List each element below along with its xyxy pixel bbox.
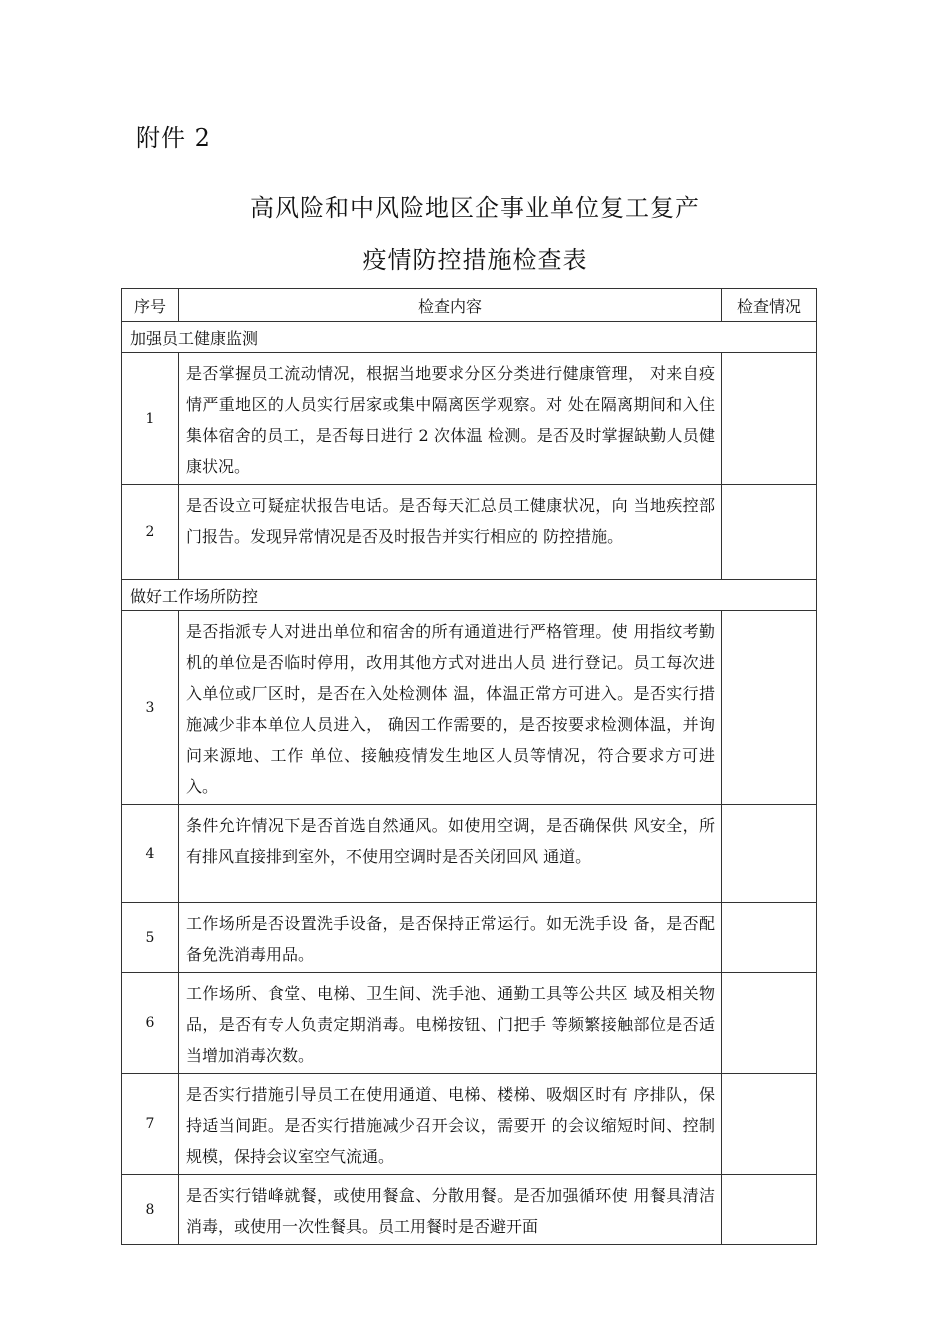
table-header-row: [122, 289, 817, 322]
inspection-checklist-table: [121, 288, 817, 1245]
section-row-health-monitoring: [122, 322, 817, 353]
item-status: [722, 1074, 817, 1175]
document-title-line-1: 高风险和中风险地区企事业单位复工复产: [250, 194, 700, 222]
item-number: 6: [122, 973, 179, 1074]
table-row: [122, 485, 817, 580]
item-content: 是否指派专人对进出单位和宿舍的所有通道进行严格管理。使 用指纹考勤机的单位是否临时停用，改用其他方式对进出人员 进行登记。员工每次进入单位或厂区时，是否在入处检测体 温，体温正常方可进入。是否实行措施减少非本单位人员进入， 确因工作需要的，是否按要求检测体温，并询问来源地、工作 单位、接触疫情发生地区人员等情况，符合要求方可进入。: [179, 611, 722, 805]
item-number: 7: [122, 1074, 179, 1175]
table-row: [122, 611, 817, 805]
item-content: 工作场所、食堂、电梯、卫生间、洗手池、通勤工具等公共区 域及相关物品，是否有专人负责定期消毒。电梯按钮、门把手 等频繁接触部位是否适当增加消毒次数。: [179, 973, 722, 1074]
item-content: 工作场所是否设置洗手设备，是否保持正常运行。如无洗手设 备，是否配备免洗消毒用品。: [179, 903, 722, 973]
item-status: [722, 903, 817, 973]
header-number: 序号: [122, 289, 179, 322]
item-number: 4: [122, 805, 179, 903]
item-status: [722, 611, 817, 805]
item-number: 1: [122, 353, 179, 485]
item-content: 是否实行措施引导员工在使用通道、电梯、楼梯、吸烟区时有 序排队，保持适当间距。是否实行措施减少召开会议，需要开 的会议缩短时间、控制规模，保持会议室空气流通。: [179, 1074, 722, 1175]
item-number: 8: [122, 1175, 179, 1245]
item-status: [722, 973, 817, 1074]
document-title-line-2: 疫情防控措施检查表: [362, 246, 588, 274]
item-status: [722, 1175, 817, 1245]
item-status: [722, 805, 817, 903]
item-content: 是否实行错峰就餐，或使用餐盒、分散用餐。是否加强循环使 用餐具清洁消毒，或使用一次性餐具。员工用餐时是否避开面: [179, 1175, 722, 1245]
table-row: [122, 353, 817, 485]
table-row: [122, 903, 817, 973]
table-row: [122, 973, 817, 1074]
item-content: 是否设立可疑症状报告电话。是否每天汇总员工健康状况，向 当地疾控部门报告。发现异常情况是否及时报告并实行相应的 防控措施。: [179, 485, 722, 580]
section-title: 做好工作场所防控: [122, 580, 817, 611]
item-number: 5: [122, 903, 179, 973]
item-status: [722, 353, 817, 485]
header-content: 检查内容: [179, 289, 722, 322]
section-row-workplace-prevention: [122, 580, 817, 611]
item-content: 条件允许情况下是否首选自然通风。如使用空调，是否确保供 风安全，所有排风直接排到室外，不使用空调时是否关闭回风 通道。: [179, 805, 722, 903]
item-number: 3: [122, 611, 179, 805]
attachment-label: 附件 2: [136, 124, 211, 152]
header-status: 检查情况: [722, 289, 817, 322]
table-row: [122, 1175, 817, 1245]
item-content: 是否掌握员工流动情况，根据当地要求分区分类进行健康管理， 对来自疫情严重地区的人员实行居家或集中隔离医学观察。对 处在隔离期间和入住集体宿舍的员工，是否每日进行 2 次体温 检测。是否及时掌握缺勤人员健康状况。: [179, 353, 722, 485]
section-title: 加强员工健康监测: [122, 322, 817, 353]
table-row: [122, 805, 817, 903]
item-number: 2: [122, 485, 179, 580]
table-row: [122, 1074, 817, 1175]
item-status: [722, 485, 817, 580]
